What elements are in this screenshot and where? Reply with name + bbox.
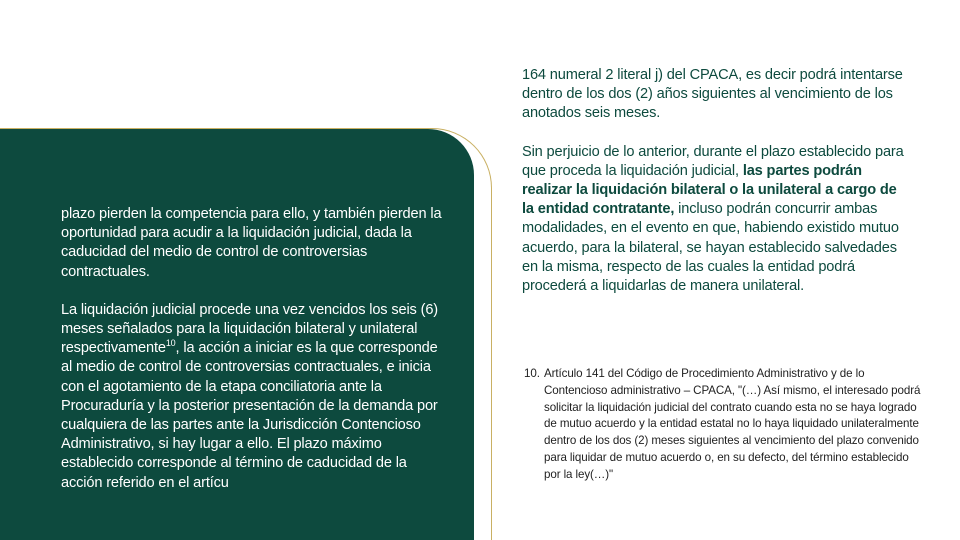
left-paragraph-1: plazo pierden la competencia para ello, y también pierden la oportunidad para acudir a la liquidación judicial, dada la caducidad del medio de control de controversias contractuales. <box>61 206 442 280</box>
gold-divider-curve <box>420 128 492 208</box>
right-paragraph-1: 164 numeral 2 literal j) del CPACA, es decir podrá intentarse dentro de los dos (2) años siguientes al vencimiento de los anotados seis meses. <box>522 67 903 122</box>
footnote-reference: 10 <box>165 338 176 349</box>
right-paragraph-2 <box>522 143 907 297</box>
left-paragraph-2-part-a: La liquidación judicial procede una vez vencidos los seis (6) meses señalados para la liquidación bilateral y unilateral respectivamente <box>61 301 438 357</box>
footnote-text: Artículo 141 del Código de Procedimiento Administrativo y de lo Contencioso administrativo – CPACA, "(…) Así mismo, el interesado podrá solicitar la liquidación judicial del contrato cuando esta no se haya logrado de mutuo acuerdo y la entidad estatal no lo haya liquidado unilateralmente dentro de los dos (2) meses siguientes al vencimiento del plazo convenido para liquidar de mutuo acuerdo o, en su defecto, del término establecido por la ley(…)" <box>544 367 921 481</box>
right-paragraph-2-part-a: Sin perjuicio de lo anterior, durante el plazo establecido para que proceda la liquidación judicial, <box>522 143 904 179</box>
footnote-number: 10. <box>524 367 540 380</box>
right-column-text <box>522 66 907 315</box>
right-paragraph-2-part-b: incluso podrán concurrir ambas modalidades, en el evento en que, habiendo existido mutuo acuerdo, para la bilateral, se hayan establecido salvedades en la misma, respecto de las cuales la entidad podrá procederá a liquidarlas de manera unilateral. <box>522 201 899 295</box>
left-paragraph-2-part-b: , la acción a iniciar es la que corresponde al medio de control de controversias contractuales, e inicia con el agotamiento de la etapa conciliatoria ante la Procuraduría y la posterior presentación de la demanda por cualquiera de las partes ante la Jurisdicción Contencioso Administrativo, si hay lugar a ello. El plazo máximo establecido corresponde al término de caducidad de la acción referido en el artícu <box>61 340 438 491</box>
gold-divider-horizontal <box>0 128 430 129</box>
right-paragraph-2-bold: las partes podrán realizar la liquidación bilateral o la unilateral a cargo de la entidad contratante, <box>522 162 897 218</box>
footnote <box>524 366 924 484</box>
left-paragraph-2 <box>61 301 449 493</box>
gold-divider-vertical <box>491 200 492 540</box>
left-column-text <box>61 205 449 512</box>
